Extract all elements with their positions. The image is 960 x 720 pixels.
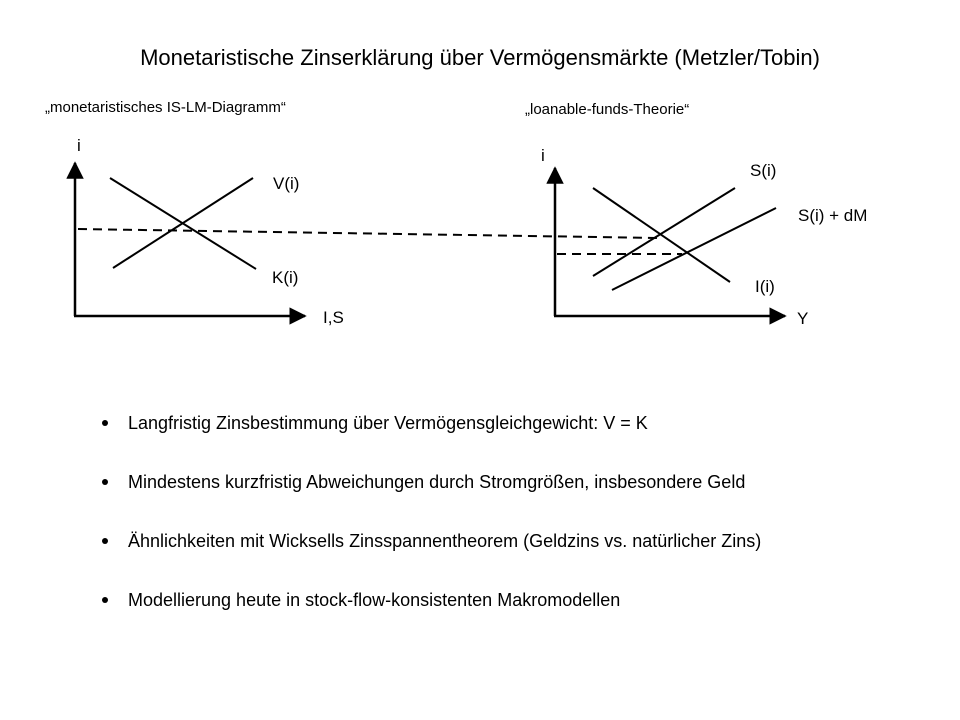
left-y-axis-label: i (77, 136, 81, 155)
right-y-axis-label: i (541, 146, 545, 165)
bullet-dot-icon (102, 597, 108, 603)
right-supply-curve-label: S(i) (750, 161, 777, 180)
bullet-item (100, 471, 940, 493)
right-diagram-caption: „loanable-funds-Theorie“ (525, 101, 690, 118)
right-investment-curve-label: I(i) (755, 277, 775, 296)
bullet-dot-icon (102, 479, 108, 485)
left-diagram-caption: „monetaristisches IS-LM-Diagramm“ (45, 99, 286, 116)
bullet-text: Ähnlichkeiten mit Wicksells Zinsspannentheorem (Geldzins vs. natürlicher Zins) (128, 531, 762, 551)
bullet-dot-icon (102, 538, 108, 544)
bullet-item (100, 589, 940, 611)
bullet-item (100, 412, 940, 434)
right-x-axis-label: Y (797, 309, 809, 328)
right-supply-curve (593, 188, 735, 276)
bullet-list (100, 412, 940, 648)
slide-title: Monetaristische Zinserklärung über Vermögensmärkte (Metzler/Tobin) (140, 45, 820, 70)
left-rising-curve-label: V(i) (273, 174, 300, 193)
left-x-axis-label: I,S (323, 308, 344, 327)
right-investment-curve (593, 188, 730, 282)
bullet-text: Mindestens kurzfristig Abweichungen durch Stromgrößen, insbesondere Geld (128, 472, 746, 492)
bullet-text: Modellierung heute in stock-flow-konsistenten Makromodellen (128, 590, 621, 610)
bullet-item (100, 530, 940, 552)
bullet-text: Langfristig Zinsbestimmung über Vermögensgleichgewicht: V = K (128, 413, 648, 433)
bullet-dot-icon (102, 420, 108, 426)
right-supply-shifted-curve-label: S(i) + dM (798, 206, 868, 225)
left-falling-curve-label: K(i) (272, 268, 299, 287)
